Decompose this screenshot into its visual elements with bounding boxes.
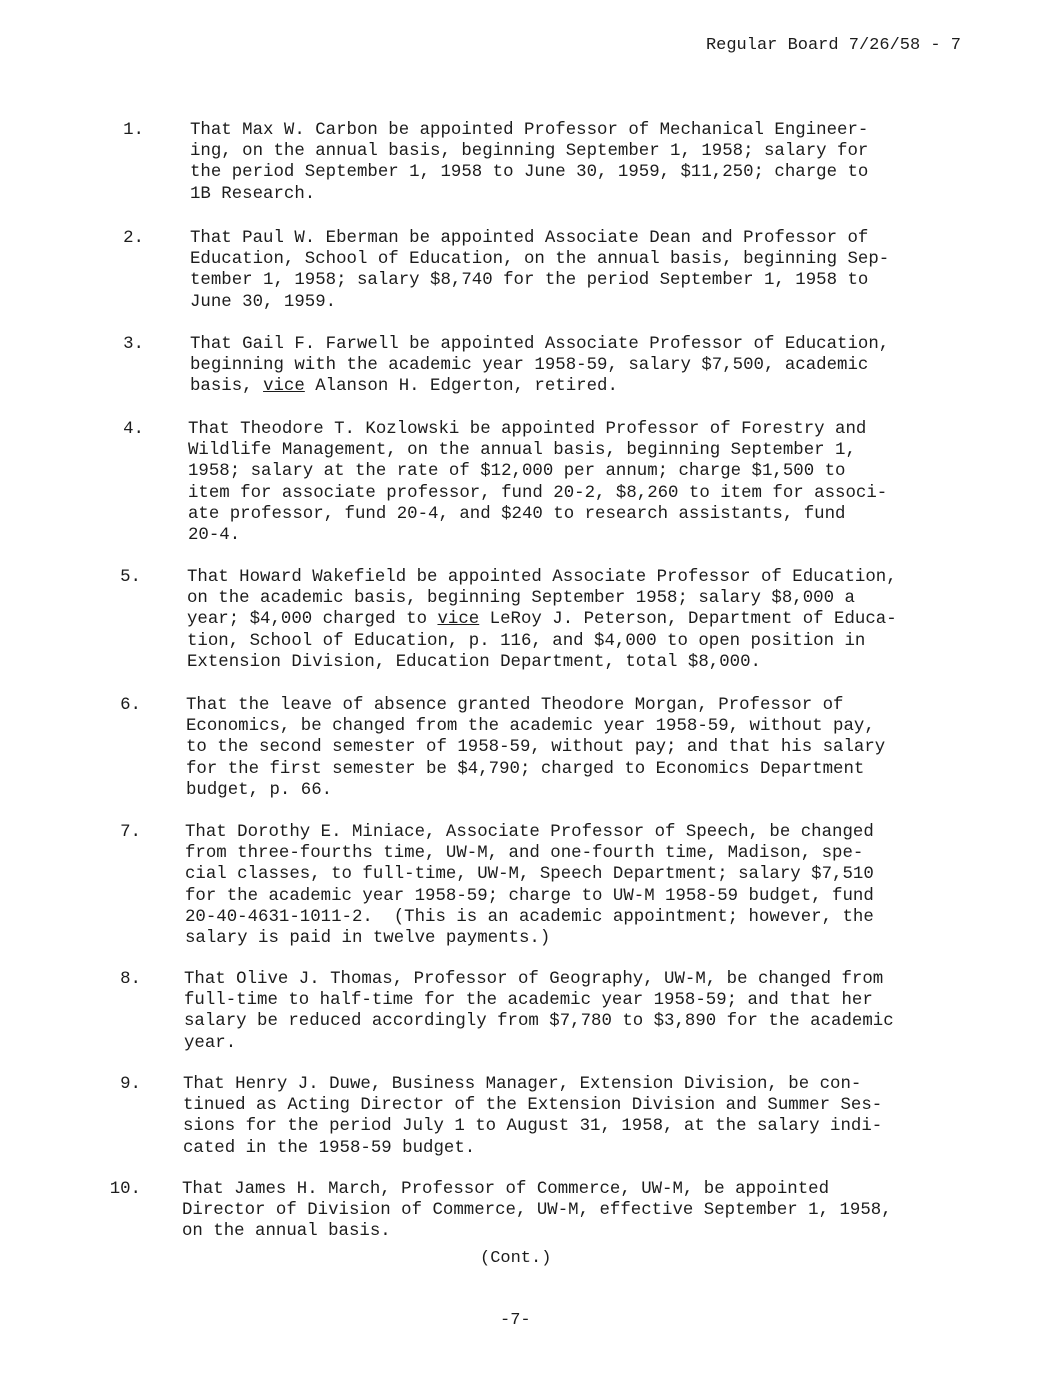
- item-text-line: 1B Research.: [190, 184, 316, 204]
- item-number: 8.: [120, 970, 141, 989]
- item-number: 1.: [123, 121, 144, 140]
- item-text-line: year; $4,000 charged to vice LeRoy J. Peterson, Department of Educa-: [187, 610, 897, 630]
- item-text-line: Economics, be changed from the academic year 1958-59, without pay,: [186, 717, 875, 737]
- item-number: 10.: [109, 1180, 141, 1199]
- item-text-line: Extension Division, Education Department, total $8,000.: [187, 652, 761, 672]
- item-text-line: June 30, 1959.: [190, 292, 337, 312]
- item-text-line: 20-4.: [188, 526, 241, 545]
- item-text-line: ate professor, fund 20-4, and $240 to research assistants, fund: [188, 504, 846, 524]
- item-number: 5.: [120, 568, 141, 587]
- item-number: 9.: [120, 1075, 141, 1094]
- item-text-line: Director of Division of Commerce, UW-M, effective September 1, 1958,: [182, 1201, 892, 1221]
- item-text-line: Wildlife Management, on the annual basis, beginning September 1,: [188, 441, 856, 461]
- item-text-line: That Paul W. Eberman be appointed Associate Dean and Professor of: [190, 229, 869, 248]
- page-header: Regular Board 7/26/58 - 7: [705, 36, 961, 55]
- item-text-line: on the annual basis.: [182, 1222, 391, 1242]
- item-text-line: from three-fourths time, UW-M, and one-fourth time, Madison, spe-: [185, 844, 864, 864]
- item-text-line: 20-40-4631-1011-2. (This is an academic appointment; however, the: [185, 907, 874, 927]
- item-text-line: That Olive J. Thomas, Professor of Geography, UW-M, be changed from: [184, 970, 884, 989]
- item-text-line: to the second semester of 1958-59, without pay; and that his salary: [186, 738, 886, 758]
- item-text-line: Education, School of Education, on the annual basis, beginning Sep-: [190, 250, 890, 270]
- item-text-line: budget, p. 66.: [186, 780, 333, 800]
- item-text-line: beginning with the academic year 1958-59, salary $7,500, academic: [190, 356, 869, 376]
- item-text-line: sions for the period July 1 to August 31, 1958, at the salary indi-: [183, 1117, 883, 1137]
- item-text-line: That Henry J. Duwe, Business Manager, Extension Division, be con-: [183, 1075, 862, 1094]
- item-text-line: tember 1, 1958; salary $8,740 for the period September 1, 1958 to: [190, 271, 869, 291]
- item-number: 4.: [123, 420, 144, 439]
- item-text-line: That Howard Wakefield be appointed Associate Professor of Education,: [187, 568, 897, 587]
- item-number: 3.: [123, 335, 144, 354]
- item-text-line: That Dorothy E. Miniace, Associate Professor of Speech, be changed: [185, 823, 874, 842]
- item-text-line: the period September 1, 1958 to June 30, 1959, $11,250; charge to: [190, 163, 869, 183]
- item-number: 6.: [120, 696, 141, 715]
- item-text-line: full-time to half-time for the academic year 1958-59; and that her: [184, 991, 873, 1011]
- item-text-line: That Gail F. Farwell be appointed Associate Professor of Education,: [190, 335, 890, 354]
- item-text-line: That the leave of absence granted Theodore Morgan, Professor of: [186, 696, 844, 715]
- item-text-line: basis, vice Alanson H. Edgerton, retired.: [190, 377, 618, 397]
- item-text-line: on the academic basis, beginning September 1958; salary $8,000 a: [187, 589, 855, 609]
- item-number: 2.: [123, 229, 144, 248]
- item-text-line: tion, School of Education, p. 116, and $4,000 to open position in: [187, 631, 866, 651]
- item-text-line: 1958; salary at the rate of $12,000 per annum; charge $1,500 to: [188, 462, 846, 482]
- item-number: 7.: [120, 823, 141, 842]
- item-text-line: That Max W. Carbon be appointed Professor of Mechanical Engineer-: [190, 121, 869, 140]
- item-text-line: item for associate professor, fund 20-2, $8,260 to item for associ-: [188, 483, 888, 503]
- item-text-line: tinued as Acting Director of the Extension Division and Summer Ses-: [183, 1096, 883, 1116]
- item-text-line: salary is paid in twelve payments.): [185, 929, 551, 948]
- page-number: -7-: [500, 1311, 531, 1330]
- item-text-line: cated in the 1958-59 budget.: [183, 1138, 476, 1158]
- continued-note: (Cont.): [480, 1249, 552, 1268]
- item-text-line: ing, on the annual basis, beginning September 1, 1958; salary for: [190, 142, 869, 162]
- item-text-line: year.: [184, 1033, 237, 1053]
- item-text-line: salary be reduced accordingly from $7,780 to $3,890 for the academic: [184, 1012, 894, 1032]
- item-text-line: cial classes, to full-time, UW-M, Speech Department; salary $7,510: [185, 865, 874, 885]
- item-text-line: That James H. March, Professor of Commerce, UW-M, be appointed: [182, 1180, 830, 1199]
- item-text-line: That Theodore T. Kozlowski be appointed Professor of Forestry and: [188, 420, 867, 439]
- item-text-line: for the academic year 1958-59; charge to UW-M 1958-59 budget, fund: [185, 886, 874, 906]
- item-text-line: for the first semester be $4,790; charged to Economics Department: [186, 759, 865, 779]
